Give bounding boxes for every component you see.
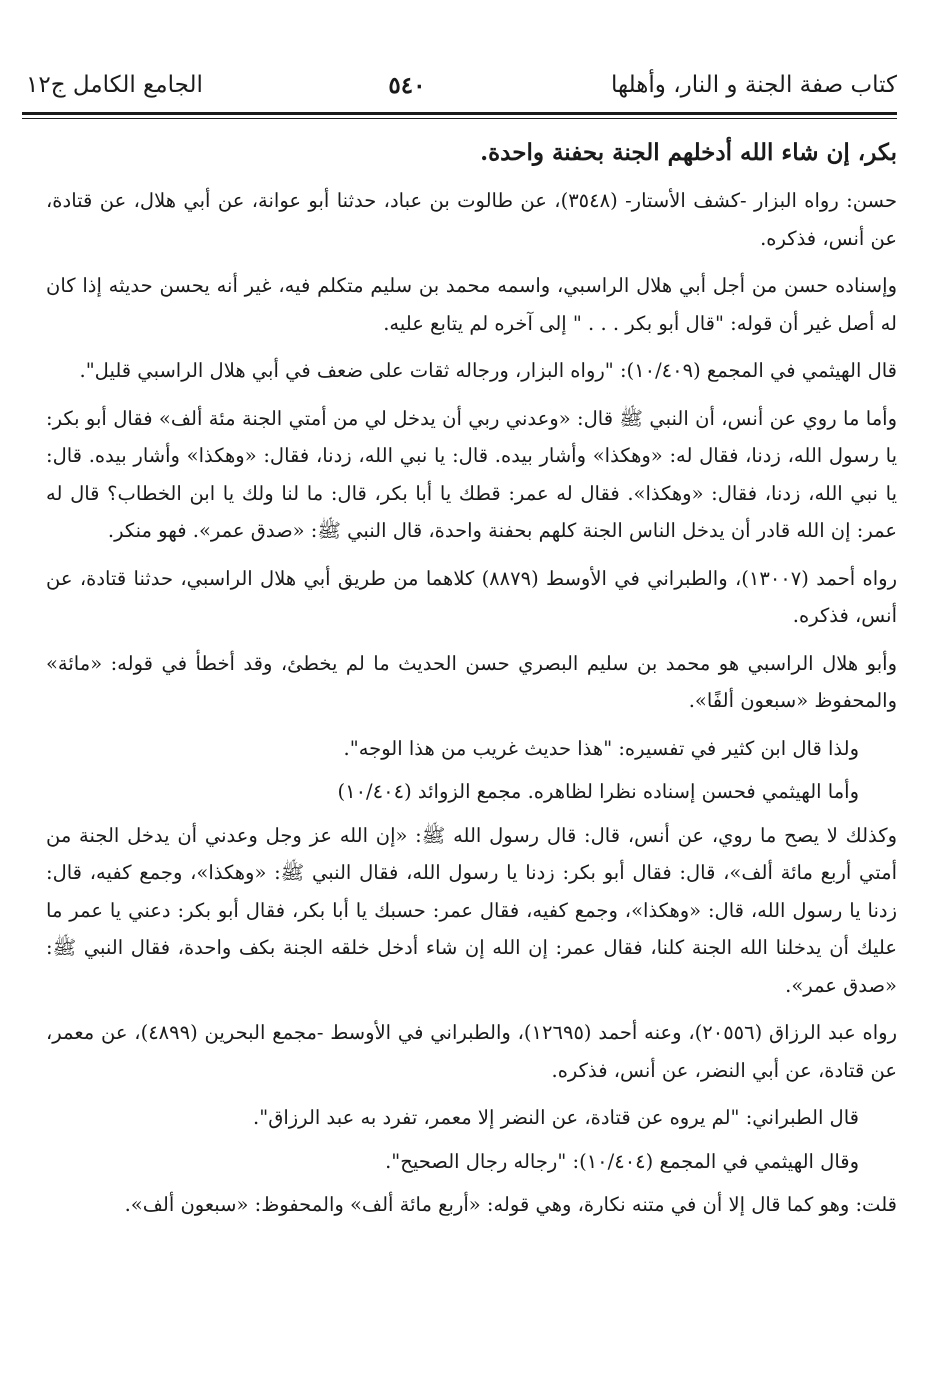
paragraph-hadith-anas: وأما ما روي عن أنس، أن النبي ﷺ قال: «وعدني ربي أن يدخل لي من أمتي الجنة مئة ألف» فقال أبو بكر: يا رسول الله، زدنا، فقال له: «وهكذا» وأشار بيده. قال: يا نبي الله، زدنا، فقال: «وهكذا» وأشار بيده. قال: يا نبي الله، زدنا، فقال: «وهكذا». فقال له عمر: قطك يا أبا بكر، قال: ما لنا ولك يا ابن الخطاب؟ قال له عمر: إن الله قادر أن يدخل الناس الجنة كلهم بحفنة واحدة، قال النبي ﷺ: «صدق عمر». فهو منكر. [46, 406, 897, 542]
paragraph-isnad: وإسناده حسن من أجل أبي هلال الراسبي، واسمه محمد بن سليم متكلم فيه، غير أنه يحسن حديثه إذا كان له أصل غير أن قوله: "قال أبو بكر . . . " إلى آخره لم يتابع عليه. [46, 274, 897, 335]
paragraph-second-hadith: وكذلك لا يصح ما روي، عن أنس، قال: قال رسول الله ﷺ: «إن الله عز وجل وعدني أن يدخل الجنة من أمتي أربع مائة ألف»، قال: فقال أبو بكر: زدنا يا رسول الله، فقال النبي ﷺ: «وهكذا»، وجمع كفيه، قال: زدنا يا رسول الله، قال: «وهكذا»، وجمع كفيه، فقال عمر: حسبك يا أبا بكر، فقال أبو بكر: دعني يا عمر ما عليك أن يدخلنا الله الجنة كلنا، فقال عمر: إن الله إن شاء أدخل خلقه الجنة بكف واحدة، فقال النبي ﷺ: «صدق عمر». [46, 823, 897, 997]
header-rule-thin [22, 118, 897, 119]
collection-title: الجامع الكامل ج١٢ [26, 72, 203, 98]
paragraph-ahmad: رواه أحمد (١٣٠٠٧)، والطبراني في الأوسط (٨٨٧٩) كلاهما من طريق أبي هلال الراسبي، حدثنا قتادة، عن أنس، فذكره. [46, 566, 897, 627]
paragraph-haythami-hasan: وأما الهيثمي فحسن إسناده نظرا لظاهره. مجمع الزوائد (١٠/٤٠٤) [337, 780, 859, 803]
paragraph-continuation: بكر، إن شاء الله أدخلهم الجنة بحفنة واحدة. [480, 139, 897, 166]
paragraph-haythami: قال الهيثمي في المجمع (١٠/٤٠٩): "رواه البزار، ورجاله ثقات على ضعف في أبي هلال الراسبي قليل". [79, 359, 897, 382]
page-body [46, 132, 897, 1234]
book-title: كتاب صفة الجنة و النار، وأهلها [611, 72, 897, 98]
paragraph-abdurrazzaq: رواه عبد الرزاق (٢٠٥٥٦)، وعنه أحمد (١٢٦٩٥)، والطبراني في الأوسط -مجمع البحرين (٤٨٩٩)، عن معمر، عن قتادة، عن أبي النضر، عن أنس، فذكره. [46, 1021, 897, 1082]
page-number: ٥٤٠ [388, 71, 426, 99]
header-rule-thick [22, 112, 897, 115]
paragraph-haythami-rijal: وقال الهيثمي في المجمع (١٠/٤٠٤): "رجاله رجال الصحيح". [385, 1149, 859, 1173]
paragraph-abu-hilal: وأبو هلال الراسبي هو محمد بن سليم البصري حسن الحديث ما لم يخطئ، وقد أخطأ في قوله: «مائة» والمحفوظ «سبعون ألفًا». [46, 651, 897, 712]
page-header [26, 62, 897, 108]
paragraph-conclusion: قلت: وهو كما قال إلا أن في متنه نكارة، وهي قوله: «أربع مائة ألف» والمحفوظ: «سبعون ألف». [124, 1193, 897, 1216]
paragraph-grading: حسن: رواه البزار -كشف الأستار- (٣٥٤٨)، عن طالوت بن عباد، حدثنا أبو عوانة، عن أبي هلال، عن قتادة، عن أنس، فذكره. [46, 189, 897, 250]
paragraph-tabarani: قال الطبراني: "لم يروه عن قتادة، عن النضر إلا معمر، تفرد به عبد الرزاق". [253, 1106, 859, 1129]
paragraph-ibn-kathir: ولذا قال ابن كثير في تفسيره: "هذا حديث غريب من هذا الوجه". [343, 736, 859, 760]
